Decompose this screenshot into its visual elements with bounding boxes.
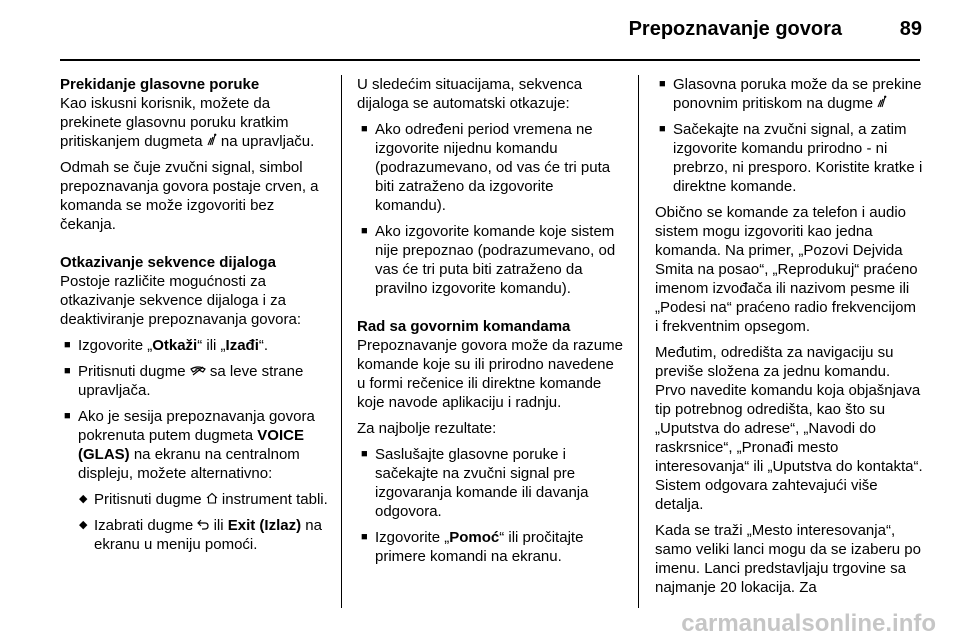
paragraph: Odmah se čuje zvučni signal, simbol prepoznavanja govora postaje crven, a komanda se može izgovoriti bez čekanja. xyxy=(60,159,319,233)
paragraph: Međutim, odredišta za navigaciju su previše složena za jednu komandu. Prvo navedite komandu koja objašnjava tip potrebnog odredišta, kao što su „Uputstva do adrese“, „Navodi do raskrsnice“, „Pronađi mesto interesovanja“ ili „Uputstva do kontakta“. Sistem odgovara zahtevajući više detalja. xyxy=(655,344,923,513)
paragraph: Kada se traži „Mesto interesovanja“, samo veliki lanci mogu da se izaberu po imenu. Lanci predstavljaju trgovine sa najmanje 20 lokacija. Za xyxy=(655,522,921,596)
page-title: Prepoznavanje govora xyxy=(628,18,842,40)
header-rule xyxy=(60,59,920,61)
list-item: ■ Glasovna poruka može da se prekine ponovnim pritiskom na dugme xyxy=(655,75,923,113)
bullet-list xyxy=(655,75,923,196)
bullet-list xyxy=(60,336,328,554)
text: Kao iskusni korisnik, možete da prekinete glasovnu poruku kratkim pritiskanjem dugmeta xyxy=(60,95,289,150)
sub-list-item: ◆ Izabrati dugme ili Exit (Izlaz) na ekranu u meniju pomoći. xyxy=(78,516,328,554)
paragraph: U sledećim situacijama, sekvenca dijaloga se automatski otkazuje: xyxy=(357,76,583,112)
list-item: ■ Izgovorite „Pomoć“ ili pročitajte primere komandi na ekranu. xyxy=(357,528,625,566)
watermark-link[interactable]: carmanualsonline.info xyxy=(681,610,936,637)
page-number: 89 xyxy=(899,18,922,40)
paragraph xyxy=(60,94,328,151)
list-item: ■ Ako je sesija prepoznavanja govora pokrenuta putem dugmeta VOICE (GLAS) na ekranu na centralnom displeju, možete alternativno: ◆ Pritisnuti dugme instrument tabli. ◆ Izabrati dugme ili Exit (Izlaz) na ekranu u meniju pomoći. xyxy=(60,407,328,554)
column-divider-2 xyxy=(638,75,639,608)
back-arrow-icon xyxy=(197,517,209,533)
sub-list xyxy=(78,490,328,554)
paragraph: Obično se komande za telefon i audio sistem mogu izgovoriti kao jedna komanda. Na primer, „Pozovi Dejvida Smita na posao“, „Reprodukuj“ praćeno imenom izvođača ili nazivom pesme ili „Podesi na“ praćeno radio frekvencijom i frekventnim opsegom. xyxy=(655,204,918,335)
column-3 xyxy=(655,75,923,604)
list-item: ■ Ako izgovorite komande koje sistem nije prepoznao (podrazumevano, od vas će tri puta biti zatraženo da pravilno izgovorite komandu). xyxy=(357,222,625,298)
section-heading-voice-commands: Rad sa govornim komandama xyxy=(357,318,571,335)
text: na upravljaču. xyxy=(220,133,315,150)
list-item: ■ Ako određeni period vremena ne izgovorite nijednu komandu (podrazumevano, od vas će tri puta biti zatraženo da izgovorite komandu). xyxy=(357,120,625,215)
hang-up-icon xyxy=(190,363,206,379)
list-item: ■ Izgovorite „Otkaži“ ili „Izađi“. xyxy=(60,336,328,355)
sub-list-item: ◆ Pritisnuti dugme instrument tabli. xyxy=(78,490,328,509)
section-heading-interrupt: Prekidanje glasovne poruke xyxy=(60,76,260,93)
column-1 xyxy=(60,75,328,561)
paragraph: Za najbolje rezultate: xyxy=(357,420,497,437)
list-item: ■ Saslušajte glasovne poruke i sačekajte na zvučni signal pre izgovaranja komande ili davanja odgovora. xyxy=(357,445,625,521)
column-divider-1 xyxy=(341,75,342,608)
voice-button-icon xyxy=(207,133,217,149)
paragraph: Prepoznavanje govora može da razume komande koje su ili prirodno navedene u formi rečenice ili direktne komande koje navode aplikaciju i radnju. xyxy=(357,337,623,411)
voice-button-icon xyxy=(877,95,887,111)
paragraph: Postoje različite mogućnosti za otkazivanje sekvence dijaloga i za deaktiviranje prepoznavanja govora: xyxy=(60,273,301,328)
list-item: ■ Sačekajte na zvučni signal, a zatim izgovorite komandu prirodno - ni prebrzo, ni presporo. Koristite kratke i direktne komande. xyxy=(655,120,923,196)
page-header xyxy=(0,0,960,62)
bullet-list xyxy=(357,445,625,566)
list-item: ■ Pritisnuti dugme sa leve strane upravljača. xyxy=(60,362,328,400)
home-icon xyxy=(206,491,218,507)
column-2 xyxy=(357,75,625,573)
section-heading-cancel: Otkazivanje sekvence dijaloga xyxy=(60,254,276,271)
bullet-list xyxy=(357,120,625,298)
